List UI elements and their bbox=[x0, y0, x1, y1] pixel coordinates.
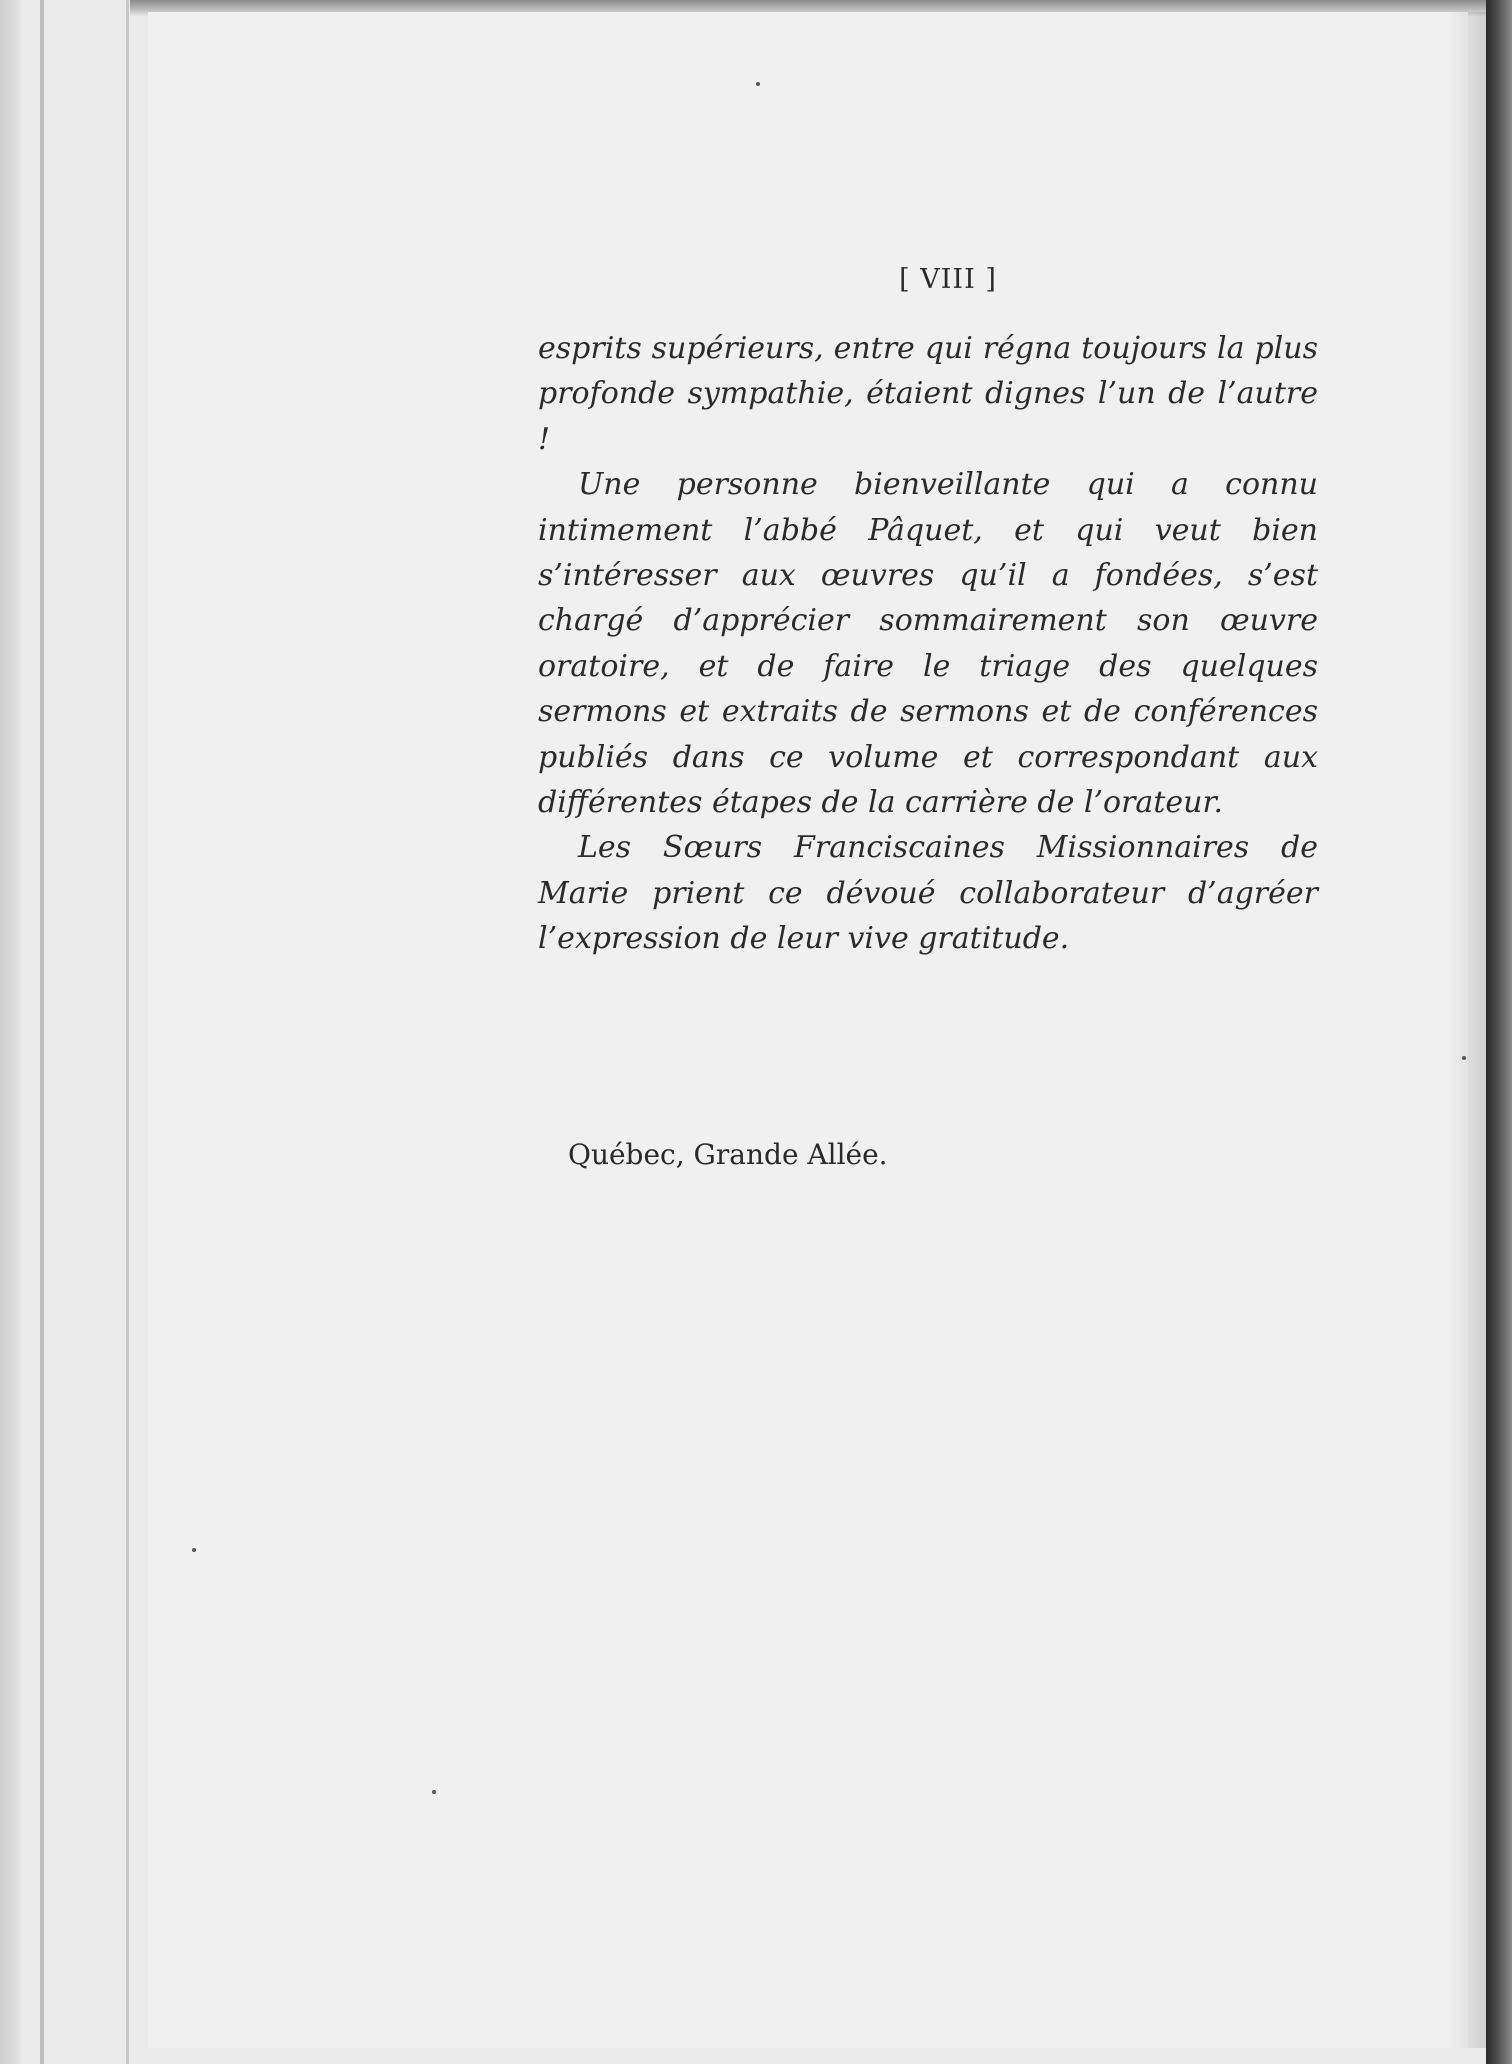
body-text bbox=[538, 326, 1318, 962]
dust-speck bbox=[1462, 1056, 1466, 1060]
left-page-edge-line-inner bbox=[126, 0, 129, 2064]
left-page-edge-line bbox=[40, 0, 44, 2064]
paragraph-1: esprits supérieurs, entre qui régna toujours la plus profonde sympathie, étaient dignes l’un de l’autre ! bbox=[538, 331, 1318, 457]
dust-speck bbox=[192, 1548, 196, 1552]
page-number-header: [ VIII ] bbox=[899, 264, 997, 295]
paragraph-2: Une personne bienveillante qui a connu intimement l’abbé Pâquet, et qui veut bien s’intéresser aux œuvres qu’il a fondées, s’est chargé d’apprécier sommairement son œuvre oratoire, et de faire le triage des quelques sermons et extraits de sermons et de conférences publiés dans ce volume et correspondant aux différentes étapes de la carrière de l’orateur. bbox=[538, 467, 1318, 821]
left-page-edge bbox=[0, 0, 20, 2064]
binding-edge bbox=[1486, 0, 1512, 2064]
dust-speck bbox=[756, 82, 760, 86]
dust-speck bbox=[432, 1790, 436, 1794]
paragraph-3: Les Sœurs Franciscaines Missionnaires de Marie prient ce dévoué collaborateur d’agréer l’expression de leur vive gratitude. bbox=[538, 830, 1318, 957]
book-page bbox=[148, 12, 1468, 2048]
page-gutter-shadow bbox=[1448, 12, 1488, 2048]
place-signature: Québec, Grande Allée. bbox=[568, 1138, 888, 1171]
